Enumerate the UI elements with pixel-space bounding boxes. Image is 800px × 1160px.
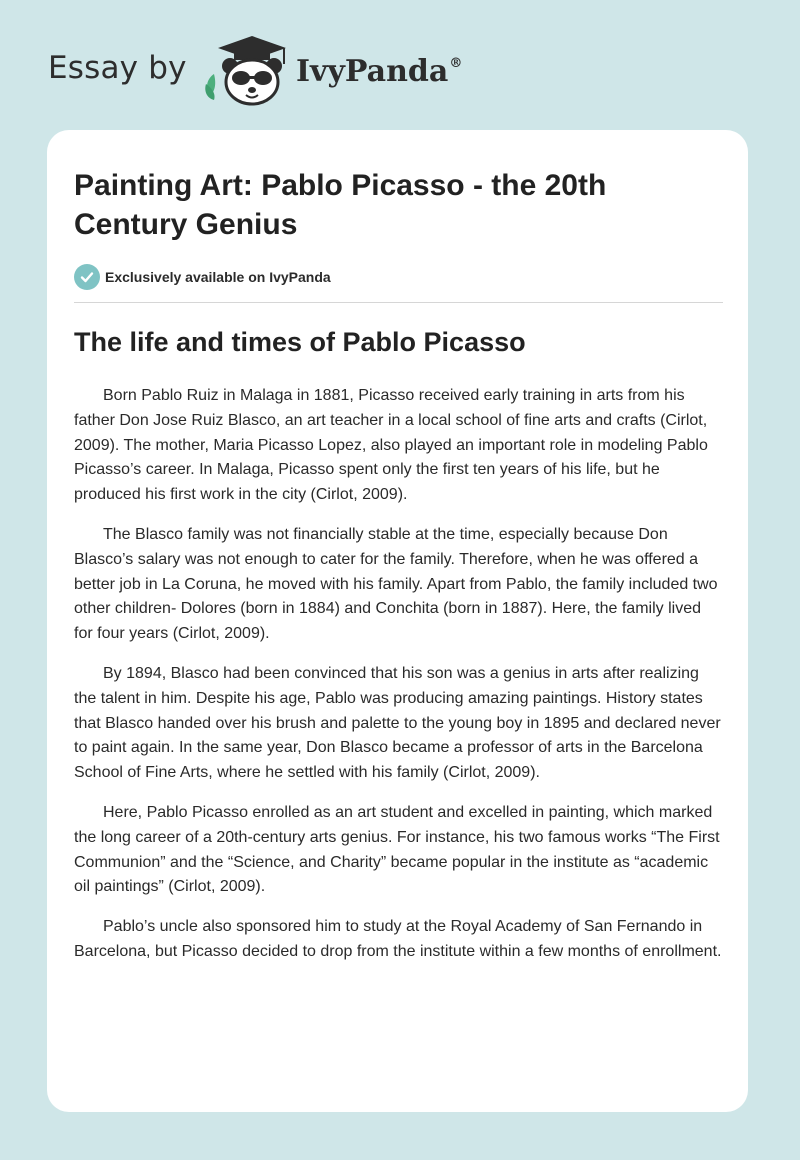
article-body	[74, 384, 724, 980]
page-title: Painting Art: Pablo Picasso - the 20th Century Genius	[74, 169, 607, 241]
brand-name[interactable]: IvyPanda®	[296, 54, 463, 89]
paragraph: Born Pablo Ruiz in Malaga in 1881, Picasso received early training in arts from his father Don Jose Ruiz Blasco, an art teacher in a local school of fine arts and crafts (Cirlot, 2009). The mother, Maria Picasso Lopez, also played an important role in modeling Pablo Picasso’s career. In Malaga, Picasso spent only the first ten years of his life, but he produced his first work in the city (Cirlot, 2009).	[74, 387, 708, 504]
site-header	[48, 34, 468, 110]
badge-label: Exclusively available on IvyPanda	[105, 269, 331, 285]
essay-by-label: Essay by	[48, 50, 187, 86]
paragraph: The Blasco family was not financially stable at the time, especially because Don Blasco’s salary was not enough to cater for the family. Therefore, when he was offered a better job in La Coruna, he moved with his family. Apart from Pablo, the family included two other children- Dolores (born in 1884) and Conchita (born in 1887). Here, the family lived for four years (Cirlot, 2009).	[74, 525, 718, 643]
paragraph: By 1894, Blasco had been convinced that his son was a genius in arts after realizing the talent in him. Despite his age, Pablo was producing amazing paintings. History states that Blasco handed over his brush and palette to the young boy in 1895 and declared never to paint again. In the same year, Don Blasco became a professor of arts in the Barcelona School of Fine Arts, where he settled with his family (Cirlot, 2009).	[74, 664, 721, 782]
section-heading: The life and times of Pablo Picasso	[74, 327, 526, 357]
check-icon	[74, 264, 100, 290]
registered-mark: ®	[449, 56, 463, 71]
paragraph: Here, Pablo Picasso enrolled as an art student and excelled in painting, which marked the long career of a 20th-century arts genius. For instance, his two famous works “The First Communion” and the “Science, and Charity” became popular in the institute as “academic oil paintings” (Cirlot, 2009).	[74, 803, 720, 896]
exclusive-badge	[74, 264, 331, 290]
article-card	[47, 130, 748, 1112]
paragraph: Pablo’s uncle also sponsored him to study at the Royal Academy of San Fernando in Barcelona, but Picasso decided to drop from the institute within a few months of enrollment.	[74, 918, 722, 960]
divider	[74, 302, 723, 303]
panda-logo-icon[interactable]	[200, 34, 292, 108]
